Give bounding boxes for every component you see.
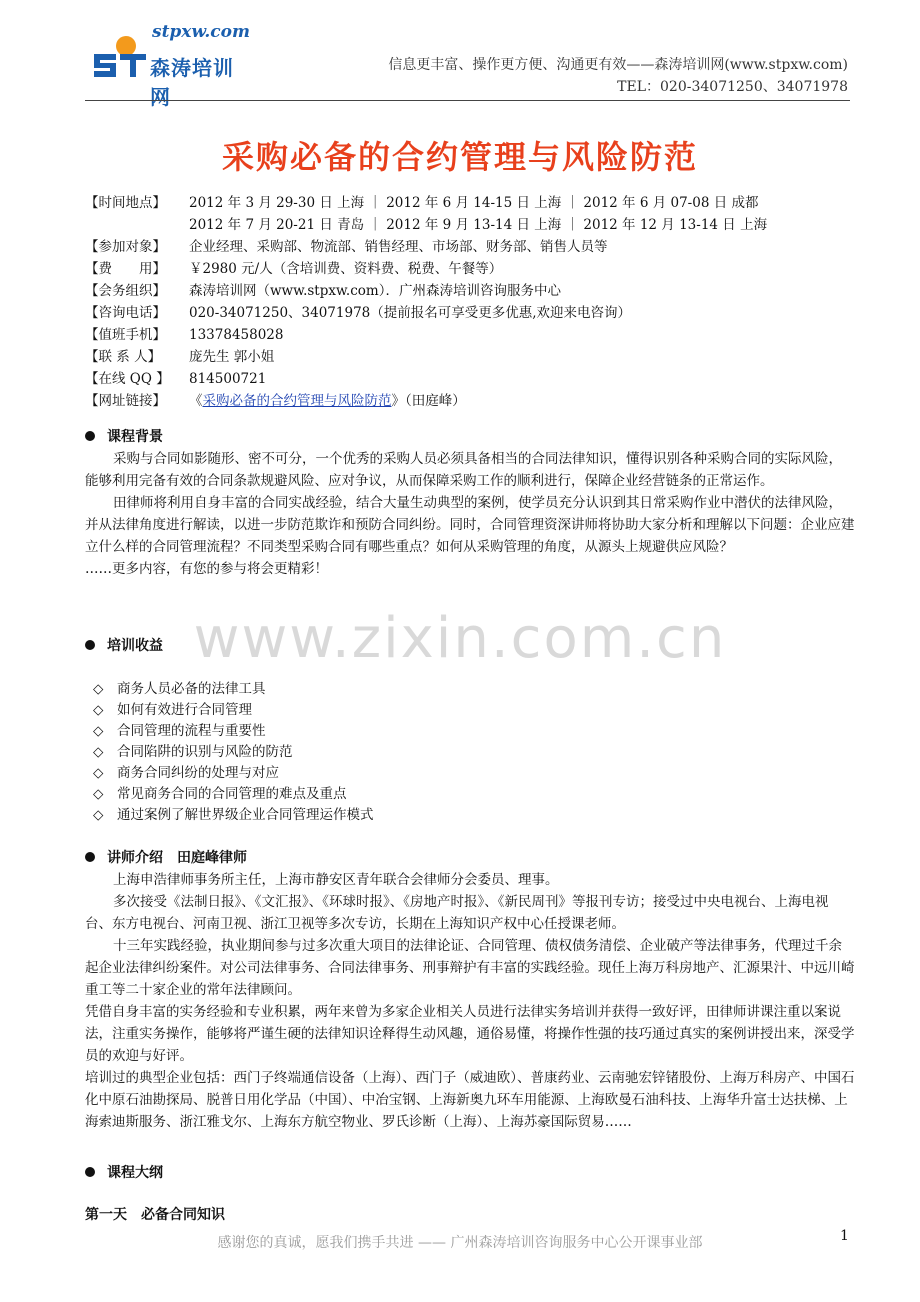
section-heading-text: 课程大纲: [107, 1165, 163, 1181]
list-item-text: 商务合同纠纷的处理与对应: [117, 765, 279, 781]
list-item-text: 合同陷阱的识别与风险的防范: [117, 744, 293, 760]
list-item: [93, 783, 855, 804]
page-number: 1: [840, 1228, 849, 1244]
paragraph: 凭借自身丰富的实务经验和专业积累，两年来曾为多家企业相关人员进行法律实务培训并获得一致好评，田律师讲课注重以案说法，注重实务操作，能够将严谨生硬的法律知识诠释得生动风趣，通俗易懂，将操作性强的技巧通过真实的案例讲授出来，深受学员的欢迎与好评。: [85, 1004, 855, 1064]
info-key: 【咨询电话】: [85, 305, 166, 321]
info-row-link: [85, 390, 855, 412]
paragraph: 上海申浩律师事务所主任，上海市静安区青年联合会律师分会委员、理事。: [113, 872, 559, 888]
site-logo: [90, 22, 250, 109]
section-outline: [85, 1162, 855, 1184]
section-heading: [85, 847, 855, 869]
info-value: 2012 年 3 月 29-30 日 上海 ｜ 2012 年 6 月 14-15 日 上海 ｜ 2012 年 6 月 07-08 日 成都: [189, 195, 759, 211]
info-row-mobile: [85, 324, 855, 346]
info-row-contact: [85, 346, 855, 368]
paragraph: 培训过的典型企业包括：西门子终端通信设备（上海）、西门子（威迪欧）、普康药业、云南驰宏锌锗股份、上海万科房产、中国石化中原石油勘探局、脱普日用化学品（中国）、中冶宝钢、上海新奥九环车用能源、上海欧曼石油科技、上海华升富士达扶梯、上海索迪斯服务、浙江雅戈尔、上海东方航空物业、罗氏诊断（上海）、上海苏豪国际贸易……: [85, 1070, 855, 1130]
section-lecturer: [85, 847, 855, 1133]
diamond-icon: ◇: [93, 744, 104, 760]
header-divider: [85, 100, 850, 101]
page-title: 采购必备的合约管理与风险防范: [221, 138, 698, 176]
list-item: [93, 741, 855, 762]
bullet-icon: [85, 431, 95, 441]
info-value: 13378458028: [189, 327, 284, 343]
bullet-icon: [85, 640, 95, 650]
outline-day-title: 第一天 必备合同知识: [85, 1207, 225, 1223]
info-value: 森涛培训网（www.stpxw.com）．广州森涛培训咨询服务中心: [189, 283, 561, 299]
info-key: 【在线 QQ 】: [85, 371, 170, 387]
info-row-audience: [85, 236, 855, 258]
info-row-fee: [85, 258, 855, 280]
diamond-icon: ◇: [93, 807, 104, 823]
info-value: 庞先生 郭小姐: [189, 349, 275, 365]
list-item: [93, 804, 855, 825]
info-key: 【时间地点】: [85, 195, 166, 211]
section-heading: [85, 1162, 855, 1184]
info-value: 2012 年 7 月 20-21 日 青岛 ｜ 2012 年 9 月 13-14 日 上海 ｜ 2012 年 12 月 13-14 日 上海: [189, 217, 768, 233]
info-key: 【网址链接】: [85, 393, 166, 409]
info-key: 【联 系 人】: [85, 349, 162, 365]
info-value: ￥2980 元/人（含培训费、资料费、税费、午餐等）: [189, 261, 503, 277]
info-key: 【会务组织】: [85, 283, 166, 299]
info-row-phone: [85, 302, 855, 324]
diamond-icon: ◇: [93, 723, 104, 739]
info-row-organizer: [85, 280, 855, 302]
info-key: 【参加对象】: [85, 239, 166, 255]
diamond-icon: ◇: [93, 681, 104, 697]
list-item-text: 商务人员必备的法律工具: [117, 681, 266, 697]
list-item-text: 如何有效进行合同管理: [117, 702, 252, 718]
section-background: [85, 426, 855, 580]
logo-name-text: 森涛培训网: [150, 56, 234, 109]
course-link[interactable]: 采购必备的合约管理与风险防范: [202, 393, 392, 409]
section-heading-text: 培训收益: [107, 638, 163, 654]
diamond-icon: ◇: [93, 702, 104, 718]
info-key: 【费 用】: [85, 261, 166, 277]
list-item: [93, 720, 855, 741]
header-tel: TEL：020-34071250、34071978: [617, 79, 848, 95]
header-tagline: 信息更丰富、操作更方便、沟通更有效——森涛培训网(www.stpxw.com): [388, 57, 848, 73]
list-item: [93, 762, 855, 783]
link-open-bracket: 《: [189, 393, 203, 409]
paragraph: ……更多内容，有您的参与将会更精彩！: [85, 561, 328, 577]
info-row-time-cont: [85, 214, 855, 236]
course-info-block: [85, 192, 855, 412]
info-value: [189, 390, 855, 412]
section-heading-text: 讲师介绍 田庭峰律师: [107, 850, 247, 866]
section-benefits: [85, 635, 855, 657]
section-heading: [85, 635, 855, 657]
info-value: 814500721: [189, 371, 267, 387]
paragraph: 多次接受《法制日报》、《文汇报》、《环球时报》、《房地产时报》、《新民周刊》等报刊专访；接受过中央电视台、上海电视台、东方电视台、河南卫视、浙江卫视等多次专访，长期在上海知识产权中心任授课老师。: [85, 894, 829, 932]
section-heading-text: 课程背景: [107, 429, 163, 445]
list-item-text: 常见商务合同的合同管理的难点及重点: [117, 786, 347, 802]
logo-mark-icon: [90, 36, 150, 82]
page-footer: 感谢您的真诚，愿我们携手共进 —— 广州森涛培训咨询服务中心公开课事业部: [217, 1235, 703, 1251]
info-value: 企业经理、采购部、物流部、销售经理、市场部、财务部、销售人员等: [189, 239, 608, 255]
list-item-text: 通过案例了解世界级企业合同管理运作模式: [117, 807, 374, 823]
watermark: www.zixin.com.cn: [193, 606, 727, 671]
list-item: [93, 699, 855, 720]
benefit-list: [85, 678, 855, 825]
paragraph: 采购与合同如影随形、密不可分，一个优秀的采购人员必须具备相当的合同法律知识，懂得识别各种采购合同的实际风险，能够利用完备有效的合同条款规避风险、应对争议，从而保障采购工作的顺利进行，保障企业经营链条的正常运作。: [85, 451, 842, 489]
list-item: [93, 678, 855, 699]
paragraph: 田律师将利用自身丰富的合同实战经验，结合大量生动典型的案例，使学员充分认识到其日常采购作业中潜伏的法律风险，并从法律角度进行解读，以进一步防范欺诈和预防合同纠纷。同时，合同管理资深讲师将协助大家分析和理解以下问题：企业应建立什么样的合同管理流程？不同类型采购合同有哪些重点？如何从采购管理的角度，从源头上规避供应风险？: [85, 495, 855, 555]
bullet-icon: [85, 1167, 95, 1177]
bullet-icon: [85, 852, 95, 862]
list-item-text: 合同管理的流程与重要性: [117, 723, 266, 739]
info-row-qq: [85, 368, 855, 390]
diamond-icon: ◇: [93, 786, 104, 802]
link-close-bracket: 》（田庭峰）: [391, 393, 466, 409]
diamond-icon: ◇: [93, 765, 104, 781]
paragraph: 十三年实践经验，执业期间参与过多次重大项目的法律论证、合同管理、债权债务清偿、企业破产等法律事务，代理过千余起企业法律纠纷案件。对公司法律事务、合同法律事务、刑事辩护有丰富的实践经验。现任上海万科房地产、汇源果汁、中远川崎重工等二十家企业的常年法律顾问。: [85, 938, 855, 998]
info-row-time: [85, 192, 855, 214]
logo-url-text: stpxw.com: [152, 22, 250, 42]
section-heading: [85, 426, 855, 448]
info-value: 020-34071250、34071978（提前报名可享受更多优惠,欢迎来电咨询）: [189, 305, 632, 321]
info-key: 【值班手机】: [85, 327, 166, 343]
info-key: [85, 214, 189, 236]
